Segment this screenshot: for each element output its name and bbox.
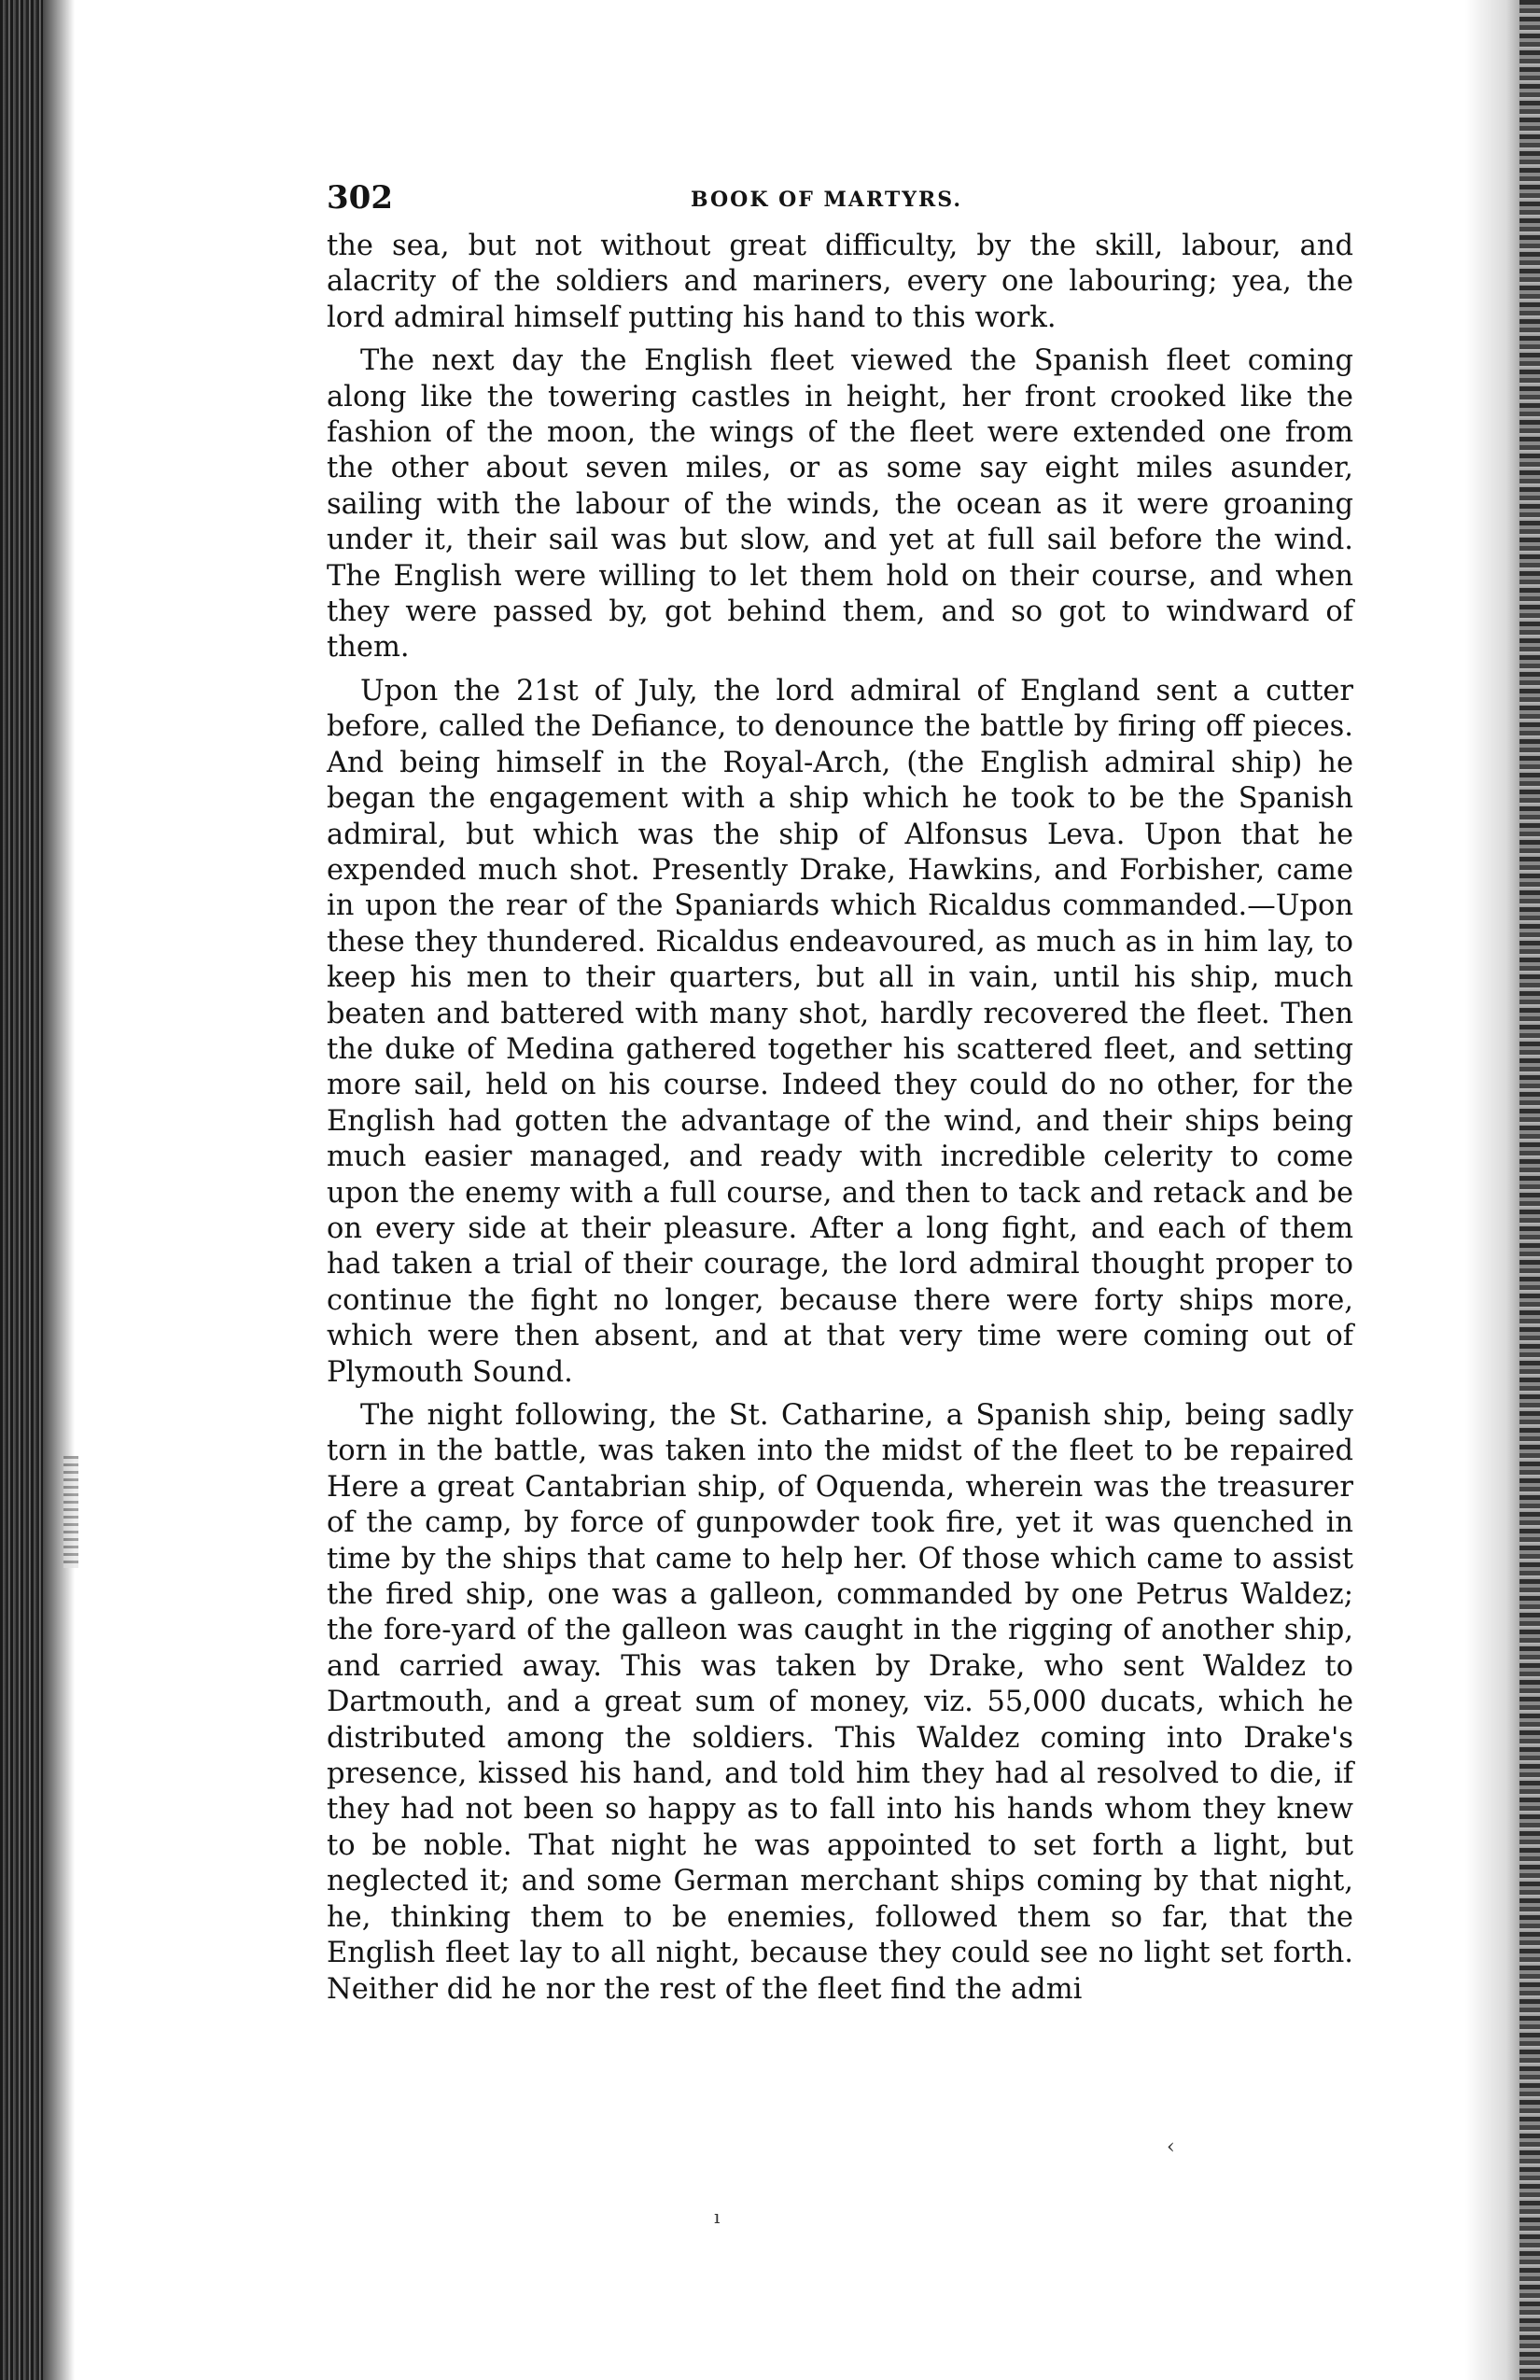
stray-mark: ‹ <box>1167 2135 1175 2159</box>
scan-binding-edge <box>0 0 43 2380</box>
page-body <box>327 229 1353 2015</box>
stray-mark: ı <box>714 2205 721 2228</box>
paragraph-continuation: the sea, but not without great difficulty, by the skill, labour, and alacrity of the soldiers and mariners, every one labouring; yea, the lord admiral himself putting his hand to this work. <box>327 230 1353 334</box>
scan-speckle <box>63 1456 78 1568</box>
scan-page-edge <box>1519 0 1540 2380</box>
paragraph-next-day: The next day the English fleet viewed the Spanish fleet coming along like the towering castles in height, her front crooked like the fashion of the moon, the wings of the fleet were extended one from the other about seven miles, or as some say eight miles asunder, sailing with the labour of the winds, the ocean as it were groaning under it, their sail was but slow, and yet at full sail before the wind. The English were willing to let them hold on their course, and when they were passed by, got behind them, and so got to windward of them. <box>327 344 1353 665</box>
scan-binding-shadow <box>43 0 75 2380</box>
running-title: BOOK OF MARTYRS. <box>691 188 962 212</box>
paragraph-night-following: The night following, the St. Catharine, a Spanish ship, being sadly torn in the battle, was taken into the midst of the fleet to be repaired Here a great Cantabrian ship, of Oquenda, wherein was the treasurer of the camp, by force of gunpowder took fire, yet it was quenched in time by the ships that came to help her. Of those which came to assist the fired ship, one was a galleon, commanded by one Petrus Waldez; the fore-yard of the galleon was caught in the rigging of another ship, and carried away. This was taken by Drake, who sent Waldez to Dartmouth, and a great sum of money, viz. 55,000 ducats, which he distributed among the soldiers. This Waldez coming into Drake's presence, kissed his hand, and told him they had al resolved to die, if they had not been so happy as to fall into his hands whom they knew to be noble. That night he was appointed to set forth a light, but neglected it; and some German merchant ships coming by that night, he, thinking them to be enemies, followed them so far, that the English fleet lay to all night, because they could see no light set forth. Neither did he nor the rest of the fleet find the admi <box>327 1399 1353 2006</box>
page-number: 302 <box>327 179 393 217</box>
paragraph-july-21: Upon the 21st of July, the lord admiral of England sent a cutter before, called the Defiance, to denounce the battle by firing off pieces. And being himself in the Royal-Arch, (the English admiral ship) he began the engagement with a ship which he took to be the Spanish admiral, but which was the ship of Alfonsus Leva. Upon that he expended much shot. Presently Drake, Hawkins, and Forbisher, came in upon the rear of the Spaniards which Ricaldus commanded.—Upon these they thundered. Ricaldus endeavoured, as much as in him lay, to keep his men to their quarters, but all in vain, until his ship, much beaten and battered with many shot, hardly recovered the fleet. Then the duke of Medina gathered together his scattered fleet, and setting more sail, held on his course. Indeed they could do no other, for the English had gotten the advantage of the wind, and their ships being much easier managed, and ready with incredible celerity to come upon the enemy with a full course, and then to tack and retack and be on every side at their pleasure. After a long fight, and each of them had taken a trial of their courage, the lord admiral thought proper to continue the fight no longer, because there were forty ships more, which were then absent, and at that very time were coming out of Plymouth Sound. <box>327 674 1353 1389</box>
page-header <box>327 177 1353 218</box>
